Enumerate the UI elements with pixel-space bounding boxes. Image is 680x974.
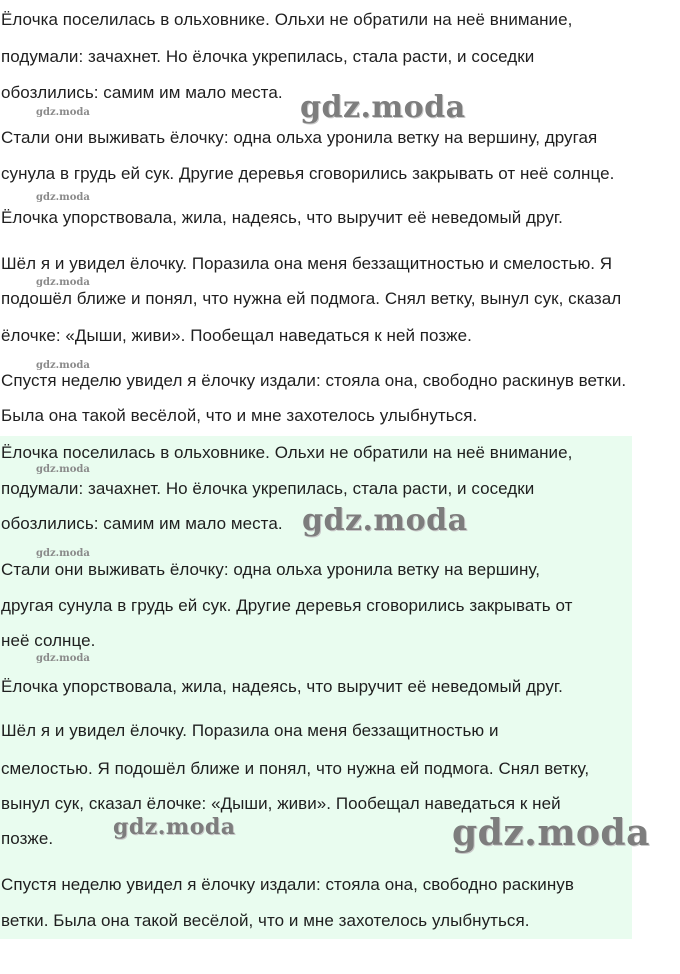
text-line: смелостью. Я подошёл ближе и понял, что нужна ей подмога. Снял ветку, — [1, 759, 590, 778]
watermark-small: gdz.moda — [36, 653, 90, 664]
text-line: неё солнце. — [1, 631, 96, 650]
text-line: Стали они выживать ёлочку: одна ольха уронила ветку на вершину, другая — [1, 128, 598, 147]
watermark-small: gdz.moda — [36, 464, 90, 475]
text-line: обозлились: самим им мало места. — [1, 514, 283, 533]
text-line: Ёлочка упорствовала, жила, надеясь, что выручит её неведомый друг. — [1, 208, 563, 227]
text-line: Ёлочка поселилась в ольховнике. Ольхи не обратили на неё внимание, — [1, 443, 573, 462]
text-line: обозлились: самим им мало места. — [1, 83, 283, 102]
text-line: Шёл я и увидел ёлочку. Поразила она меня беззащитностью и — [1, 721, 499, 740]
text-line: Была она такой весёлой, что и мне захотелось улыбнуться. — [1, 406, 478, 425]
text-line: Ёлочка упорствовала, жила, надеясь, что выручит её неведомый друг. — [1, 677, 563, 696]
text-line: сунула в грудь ей сук. Другие деревья сговорились закрывать от неё солнце. — [1, 164, 615, 183]
text-line: Ёлочка поселилась в ольховнике. Ольхи не обратили на неё внимание, — [1, 10, 573, 29]
watermark-small: gdz.moda — [36, 548, 90, 559]
text-line: другая сунула в грудь ей сук. Другие деревья сговорились закрывать от — [1, 596, 573, 615]
text-line: вынул сук, сказал ёлочке: «Дыши, живи». Пообещал наведаться к ней — [1, 794, 561, 813]
watermark-small: gdz.moda — [36, 277, 90, 288]
watermark-logo: gdz.moda — [452, 812, 650, 854]
text-line: подумали: зачахнет. Но ёлочка укрепилась, стала расти, и соседки — [1, 47, 535, 66]
text-line: Стали они выживать ёлочку: одна ольха уронила ветку на вершину, — [1, 560, 540, 579]
text-line: Спустя неделю увидел я ёлочку издали: стояла она, свободно раскинув — [1, 875, 574, 894]
text-line: позже. — [1, 829, 54, 848]
watermark-small: gdz.moda — [36, 360, 90, 371]
text-line: Спустя неделю увидел я ёлочку издали: стояла она, свободно раскинув ветки. — [1, 371, 627, 390]
watermark-logo: gdz.moda — [300, 90, 466, 125]
watermark-small: gdz.moda — [36, 192, 90, 203]
text-line: ёлочке: «Дыши, живи». Пообещал наведаться к ней позже. — [1, 326, 472, 345]
text-line: подумали: зачахнет. Но ёлочка укрепилась, стала расти, и соседки — [1, 479, 535, 498]
text-line: ветки. Была она такой весёлой, что и мне захотелось улыбнуться. — [1, 911, 530, 930]
watermark-logo: gdz.moda — [302, 503, 468, 538]
text-line: подошёл ближе и понял, что нужна ей подмога. Снял ветку, вынул сук, сказал — [1, 289, 622, 308]
text-line: Шёл я и увидел ёлочку. Поразила она меня беззащитностью и смелостью. Я — [1, 254, 613, 273]
watermark-logo: gdz.moda — [113, 814, 236, 840]
watermark-small: gdz.moda — [36, 107, 90, 118]
